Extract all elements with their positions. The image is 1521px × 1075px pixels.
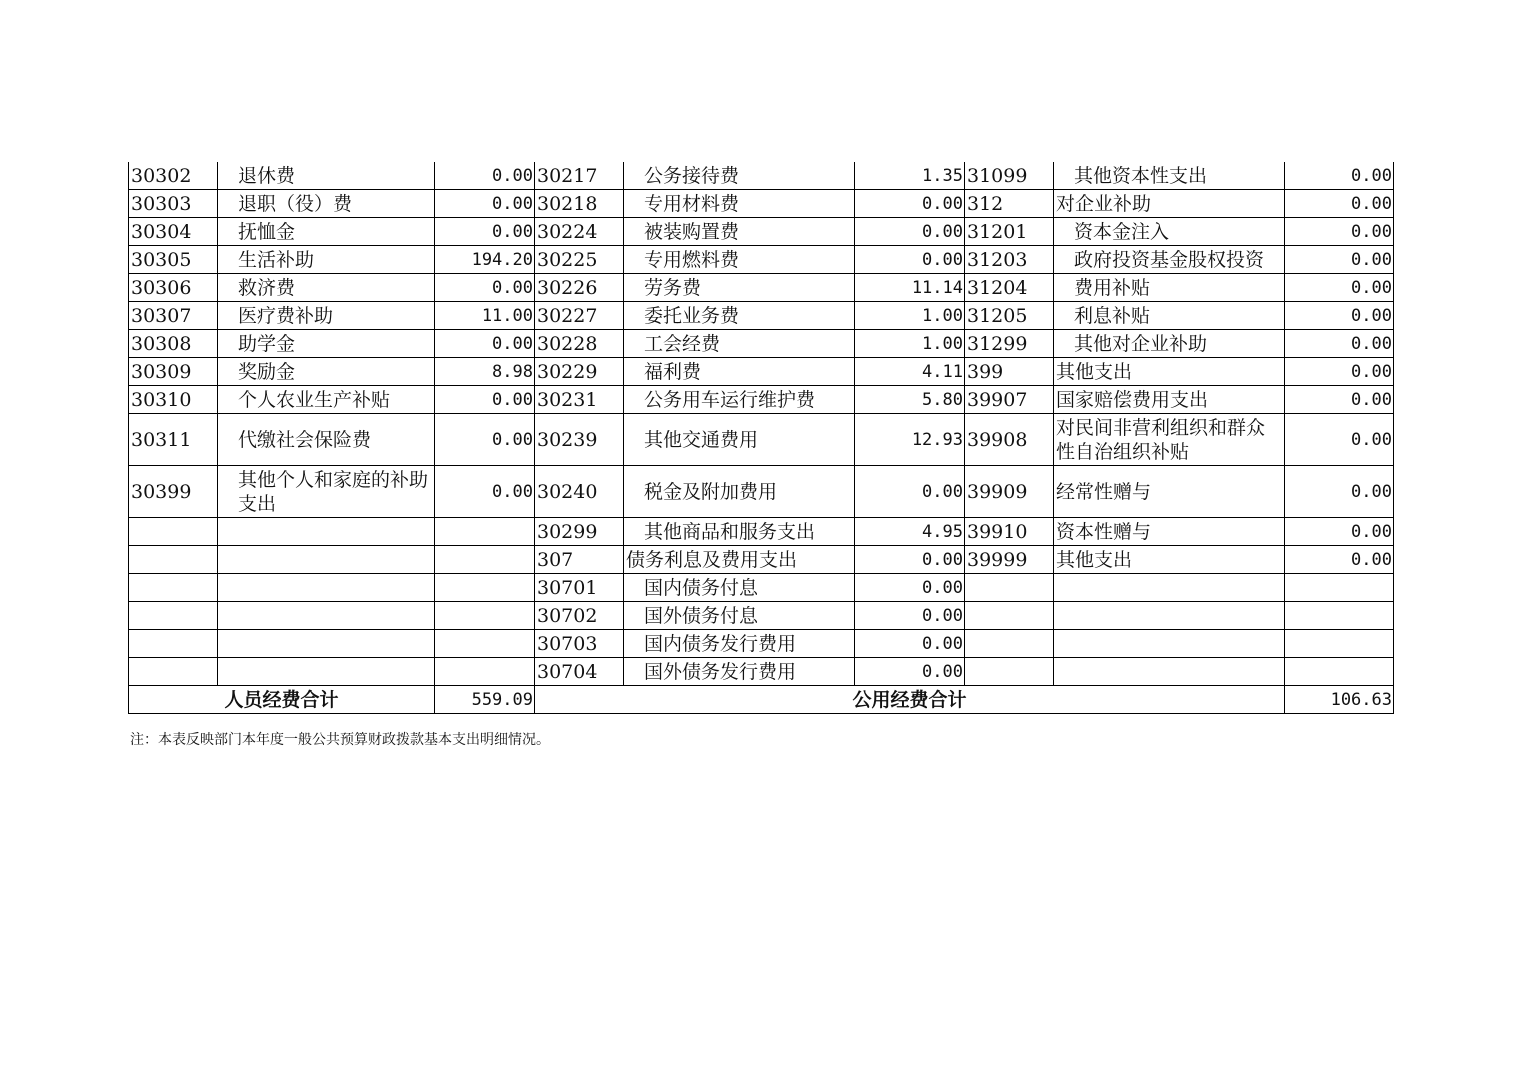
- code-cell: 30227: [535, 302, 624, 330]
- table-row: [129, 246, 1394, 274]
- amount-cell: 0.00: [855, 546, 965, 574]
- item-name-cell: [1054, 630, 1285, 658]
- item-name-cell: 政府投资基金股权投资: [1054, 246, 1285, 274]
- code-cell: 30299: [535, 518, 624, 546]
- amount-cell: 0.00: [1285, 518, 1394, 546]
- amount-cell: 0.00: [435, 190, 535, 218]
- code-cell: 31099: [965, 162, 1054, 190]
- item-name-cell: 对企业补助: [1054, 190, 1285, 218]
- table-row: [129, 162, 1394, 190]
- item-name-cell: 代缴社会保险费: [218, 414, 435, 466]
- item-name-cell: 其他支出: [1054, 546, 1285, 574]
- code-cell: 31203: [965, 246, 1054, 274]
- code-cell: 31205: [965, 302, 1054, 330]
- amount-cell: 0.00: [435, 162, 535, 190]
- public-total-label: 公用经费合计: [535, 686, 1285, 714]
- code-cell: 39908: [965, 414, 1054, 466]
- table-row: [129, 386, 1394, 414]
- amount-cell: 1.00: [855, 302, 965, 330]
- amount-cell: 0.00: [855, 218, 965, 246]
- code-cell: 30304: [129, 218, 218, 246]
- item-name-cell: [218, 574, 435, 602]
- table-row: [129, 302, 1394, 330]
- code-cell: 30704: [535, 658, 624, 686]
- code-cell: 31201: [965, 218, 1054, 246]
- item-name-cell: 劳务费: [624, 274, 855, 302]
- item-name-cell: 资本性赠与: [1054, 518, 1285, 546]
- amount-cell: [435, 518, 535, 546]
- amount-cell: 0.00: [1285, 330, 1394, 358]
- amount-cell: [435, 658, 535, 686]
- amount-cell: 4.95: [855, 518, 965, 546]
- item-name-cell: 退职（役）费: [218, 190, 435, 218]
- item-name-cell: 国内债务发行费用: [624, 630, 855, 658]
- amount-cell: 0.00: [435, 218, 535, 246]
- code-cell: 30308: [129, 330, 218, 358]
- item-name-cell: 委托业务费: [624, 302, 855, 330]
- item-name-cell: 其他个人和家庭的补助支出: [218, 466, 435, 518]
- item-name-cell: 税金及附加费用: [624, 466, 855, 518]
- table-row: [129, 218, 1394, 246]
- amount-cell: 0.00: [435, 414, 535, 466]
- amount-cell: [435, 574, 535, 602]
- expenditure-detail-sheet: [128, 162, 1393, 714]
- code-cell: 30228: [535, 330, 624, 358]
- amount-cell: 0.00: [435, 330, 535, 358]
- item-name-cell: 费用补贴: [1054, 274, 1285, 302]
- table-row: [129, 466, 1394, 518]
- item-name-cell: 其他支出: [1054, 358, 1285, 386]
- personnel-total-label: 人员经费合计: [129, 686, 435, 714]
- item-name-cell: [1054, 574, 1285, 602]
- item-name-cell: 公务用车运行维护费: [624, 386, 855, 414]
- code-cell: 30302: [129, 162, 218, 190]
- amount-cell: 0.00: [1285, 386, 1394, 414]
- item-name-cell: 国外债务发行费用: [624, 658, 855, 686]
- table-row: [129, 330, 1394, 358]
- amount-cell: 0.00: [1285, 190, 1394, 218]
- amount-cell: 0.00: [855, 466, 965, 518]
- amount-cell: 0.00: [435, 386, 535, 414]
- amount-cell: 0.00: [1285, 466, 1394, 518]
- code-cell: 30226: [535, 274, 624, 302]
- code-cell: [129, 546, 218, 574]
- amount-cell: [1285, 630, 1394, 658]
- code-cell: 30224: [535, 218, 624, 246]
- table-row: [129, 414, 1394, 466]
- code-cell: [129, 658, 218, 686]
- amount-cell: 0.00: [855, 602, 965, 630]
- amount-cell: [435, 630, 535, 658]
- amount-cell: 8.98: [435, 358, 535, 386]
- amount-cell: 0.00: [1285, 546, 1394, 574]
- code-cell: 30240: [535, 466, 624, 518]
- item-name-cell: [218, 518, 435, 546]
- table-row: [129, 358, 1394, 386]
- amount-cell: 0.00: [435, 466, 535, 518]
- amount-cell: 11.00: [435, 302, 535, 330]
- code-cell: 30229: [535, 358, 624, 386]
- public-total-value: 106.63: [1285, 686, 1394, 714]
- amount-cell: 4.11: [855, 358, 965, 386]
- item-name-cell: [1054, 658, 1285, 686]
- amount-cell: [1285, 574, 1394, 602]
- amount-cell: [1285, 658, 1394, 686]
- amount-cell: 12.93: [855, 414, 965, 466]
- amount-cell: 0.00: [1285, 274, 1394, 302]
- item-name-cell: 工会经费: [624, 330, 855, 358]
- code-cell: 312: [965, 190, 1054, 218]
- code-cell: 30307: [129, 302, 218, 330]
- item-name-cell: 其他商品和服务支出: [624, 518, 855, 546]
- code-cell: 30217: [535, 162, 624, 190]
- table-footnote: 注：本表反映部门本年度一般公共预算财政拨款基本支出明细情况。: [130, 732, 550, 748]
- amount-cell: [1285, 602, 1394, 630]
- item-name-cell: 专用材料费: [624, 190, 855, 218]
- item-name-cell: [1054, 602, 1285, 630]
- amount-cell: 0.00: [1285, 218, 1394, 246]
- code-cell: 39909: [965, 466, 1054, 518]
- code-cell: 30218: [535, 190, 624, 218]
- amount-cell: [435, 602, 535, 630]
- code-cell: [129, 518, 218, 546]
- item-name-cell: 其他交通费用: [624, 414, 855, 466]
- item-name-cell: 医疗费补助: [218, 302, 435, 330]
- code-cell: 30231: [535, 386, 624, 414]
- personnel-total-value: 559.09: [435, 686, 535, 714]
- item-name-cell: [218, 630, 435, 658]
- code-cell: 39907: [965, 386, 1054, 414]
- item-name-cell: 国内债务付息: [624, 574, 855, 602]
- code-cell: 39910: [965, 518, 1054, 546]
- expenditure-table: [128, 162, 1394, 714]
- code-cell: 39999: [965, 546, 1054, 574]
- amount-cell: 194.20: [435, 246, 535, 274]
- code-cell: [129, 630, 218, 658]
- code-cell: 30225: [535, 246, 624, 274]
- table-body: [129, 162, 1394, 714]
- code-cell: 30399: [129, 466, 218, 518]
- code-cell: [965, 574, 1054, 602]
- table-row: [129, 658, 1394, 686]
- amount-cell: 1.35: [855, 162, 965, 190]
- code-cell: 30306: [129, 274, 218, 302]
- code-cell: 30309: [129, 358, 218, 386]
- item-name-cell: 资本金注入: [1054, 218, 1285, 246]
- item-name-cell: 福利费: [624, 358, 855, 386]
- code-cell: 30239: [535, 414, 624, 466]
- amount-cell: 0.00: [855, 658, 965, 686]
- item-name-cell: 经常性赠与: [1054, 466, 1285, 518]
- code-cell: 30311: [129, 414, 218, 466]
- item-name-cell: 其他对企业补助: [1054, 330, 1285, 358]
- table-row: [129, 190, 1394, 218]
- amount-cell: 0.00: [1285, 414, 1394, 466]
- item-name-cell: 国家赔偿费用支出: [1054, 386, 1285, 414]
- table-row: [129, 546, 1394, 574]
- code-cell: 399: [965, 358, 1054, 386]
- item-name-cell: 退休费: [218, 162, 435, 190]
- amount-cell: 0.00: [1285, 302, 1394, 330]
- item-name-cell: 专用燃料费: [624, 246, 855, 274]
- item-name-cell: 公务接待费: [624, 162, 855, 190]
- amount-cell: [435, 546, 535, 574]
- amount-cell: 0.00: [855, 574, 965, 602]
- item-name-cell: 国外债务付息: [624, 602, 855, 630]
- amount-cell: 0.00: [855, 630, 965, 658]
- code-cell: 30310: [129, 386, 218, 414]
- amount-cell: 0.00: [435, 274, 535, 302]
- amount-cell: 5.80: [855, 386, 965, 414]
- item-name-cell: 奖励金: [218, 358, 435, 386]
- code-cell: 30702: [535, 602, 624, 630]
- item-name-cell: 个人农业生产补贴: [218, 386, 435, 414]
- code-cell: 31204: [965, 274, 1054, 302]
- amount-cell: 0.00: [1285, 358, 1394, 386]
- item-name-cell: 抚恤金: [218, 218, 435, 246]
- amount-cell: 0.00: [1285, 246, 1394, 274]
- code-cell: 30703: [535, 630, 624, 658]
- amount-cell: 0.00: [855, 190, 965, 218]
- amount-cell: 1.00: [855, 330, 965, 358]
- item-name-cell: [218, 546, 435, 574]
- item-name-cell: 生活补助: [218, 246, 435, 274]
- amount-cell: 0.00: [855, 246, 965, 274]
- code-cell: 30305: [129, 246, 218, 274]
- code-cell: [965, 658, 1054, 686]
- code-cell: [965, 630, 1054, 658]
- amount-cell: 11.14: [855, 274, 965, 302]
- item-name-cell: 被装购置费: [624, 218, 855, 246]
- code-cell: [965, 602, 1054, 630]
- code-cell: 30303: [129, 190, 218, 218]
- code-cell: [129, 602, 218, 630]
- item-name-cell: 利息补贴: [1054, 302, 1285, 330]
- code-cell: 307: [535, 546, 624, 574]
- item-name-cell: 对民间非营利组织和群众性自治组织补贴: [1054, 414, 1285, 466]
- table-row: [129, 518, 1394, 546]
- table-row: [129, 574, 1394, 602]
- item-name-cell: 救济费: [218, 274, 435, 302]
- code-cell: 31299: [965, 330, 1054, 358]
- item-name-cell: 助学金: [218, 330, 435, 358]
- code-cell: [129, 574, 218, 602]
- item-name-cell: 债务利息及费用支出: [624, 546, 855, 574]
- item-name-cell: 其他资本性支出: [1054, 162, 1285, 190]
- item-name-cell: [218, 658, 435, 686]
- table-row: [129, 602, 1394, 630]
- item-name-cell: [218, 602, 435, 630]
- code-cell: 30701: [535, 574, 624, 602]
- totals-row: [129, 686, 1394, 714]
- table-row: [129, 630, 1394, 658]
- amount-cell: 0.00: [1285, 162, 1394, 190]
- table-row: [129, 274, 1394, 302]
